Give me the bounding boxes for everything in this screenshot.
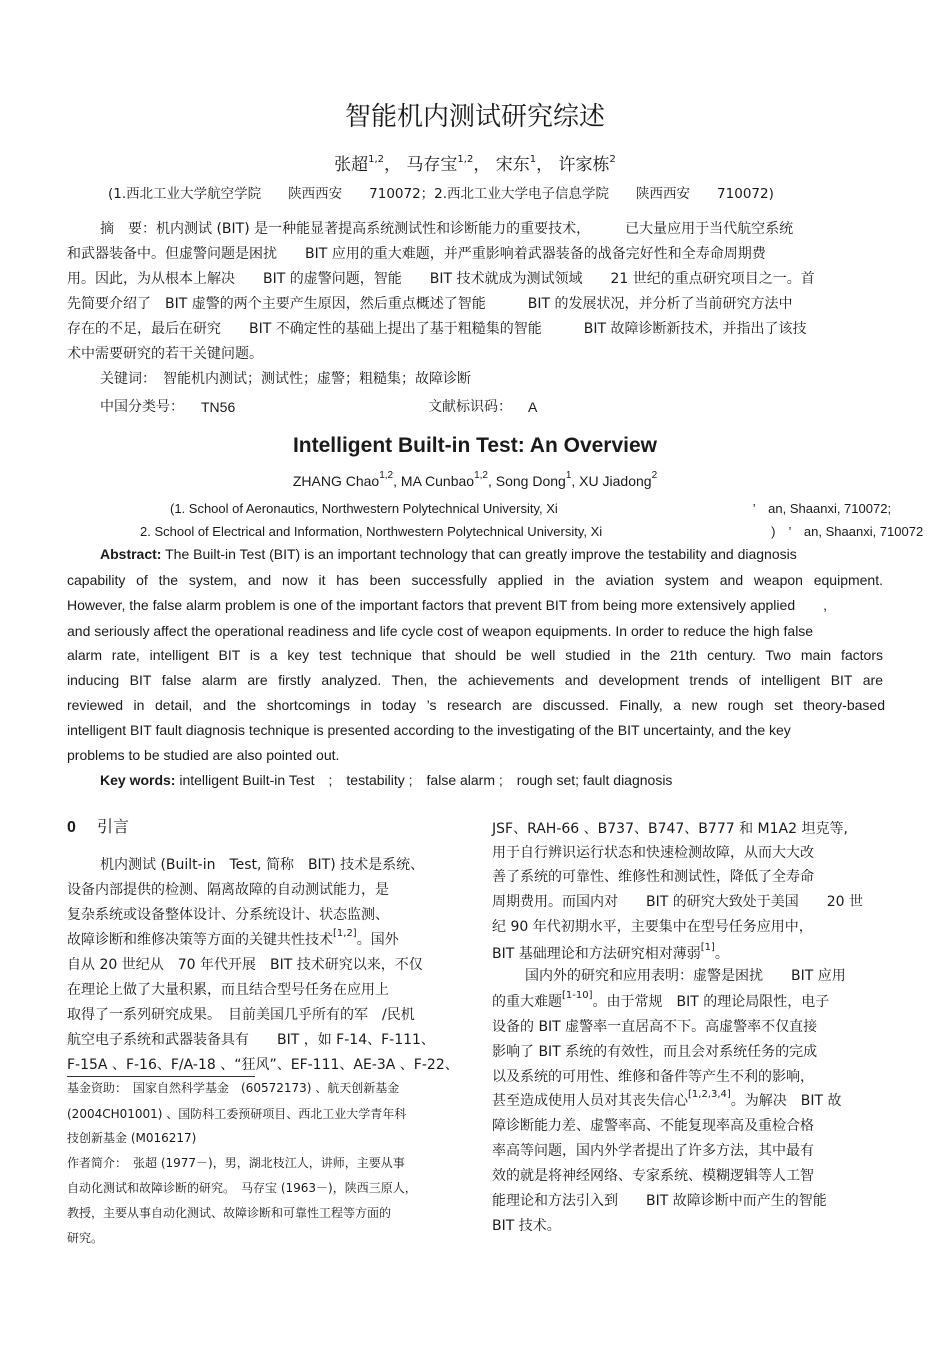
left-col-line: 自从 20 世纪从 70 年代开展 BIT 技术研究以来，不仅 bbox=[67, 957, 423, 973]
right-col-line-cited bbox=[492, 1089, 842, 1110]
author-cn-affil: 1 bbox=[529, 154, 537, 165]
right-col-line: 障诊断能力差、虚警率高、不能复现率高及重检合格 bbox=[492, 1118, 814, 1134]
left-col-text: 故障诊断和维修决策等方面的关键共性技术 bbox=[67, 932, 333, 948]
authors-cn: 张超$^{1,2}$， 马存宝$^{1,2}$， 宋东$^1$， 许家栋$^2$ bbox=[334, 154, 616, 175]
left-col-line: F-15A 、F-16、F/A-18 、“狂风”、EF-111、AE-3A 、F-22、 bbox=[67, 1057, 459, 1073]
doc-code-label: 文献标识码： bbox=[428, 399, 512, 415]
left-col-line: 取得了一系列研究成果。 目前美国几乎所有的军 /民机 bbox=[67, 1007, 415, 1023]
footnote-line: 研究。 bbox=[67, 1231, 104, 1245]
footnote-line: 基金资助： 国家自然科学基金 (60572173) 、航天创新基金 bbox=[67, 1081, 400, 1095]
footnote-line: 技创新基金 (M016217) bbox=[67, 1131, 197, 1145]
keywords-cn: 关键词： 智能机内测试；测试性；虚警；粗糙集；故障诊断 bbox=[100, 371, 471, 387]
author-cn-affil: 1,2 bbox=[457, 154, 474, 165]
abstract-en-label: Abstract: bbox=[100, 546, 162, 562]
citation: [1,2] bbox=[333, 928, 357, 939]
abstract-cn-line: 摘 要：机内测试 (BIT) 是一种能显著提高系统测试性和诊断能力的重要技术， 已大量应用于当代航空系统 bbox=[100, 221, 794, 237]
section-heading bbox=[67, 818, 129, 837]
right-col-text: 。为解决 BIT 故 bbox=[730, 1093, 842, 1109]
left-col-line: 复杂系统或设备整体设计、分系统设计、状态监测、 bbox=[67, 907, 389, 923]
right-col-line-cited bbox=[492, 942, 729, 963]
abstract-en-line: inducing BIT false alarm are firstly analyzed. Then, the achievements and development trends of intelligent BIT are bbox=[67, 672, 883, 688]
abstract-cn-line: 先简要介绍了 BIT 虚警的两个主要产生原因，然后重点概述了智能 BIT 的发展状况，并分析了当前研究方法中 bbox=[67, 296, 793, 312]
abstract-en-line: reviewed in detail, and the shortcomings in today ’s research are discussed. Finally, a new rough set theory-based bbox=[67, 697, 885, 713]
citation: [1,2,3,4] bbox=[688, 1089, 731, 1100]
abstract-cn-line: 术中需要研究的若干关键问题。 bbox=[67, 346, 263, 362]
keywords-en-value: intelligent Built-in Test ; testability ; false alarm ; rough set; fault diagnosis bbox=[179, 772, 673, 788]
author-en: Song Dong bbox=[495, 473, 566, 489]
keywords-en bbox=[100, 771, 672, 789]
right-col-line: 国内外的研究和应用表明：虚警是困扰 BIT 应用 bbox=[525, 968, 846, 984]
right-col-line: 周期费用。而国内对 BIT 的研究大致处于美国 20 世 bbox=[492, 894, 863, 910]
abstract-en-line: alarm rate, intelligent BIT is a key test technique that should be well studied in the 21th century. Two main factors bbox=[67, 647, 883, 663]
author-cn: 许家栋 bbox=[558, 155, 610, 175]
right-col-line: JSF、RAH-66 、B737、B747、B777 和 M1A2 坦克等, bbox=[492, 821, 848, 837]
abstract-cn-line: 和武器装备中。但虚警问题是困扰 BIT 应用的重大难题，并严重影响着武器装备的战备完好性和全寿命周期费 bbox=[67, 246, 766, 262]
left-col-line: 航空电子系统和武器装备具有 BIT ，如 F-14、F-111、 bbox=[67, 1032, 435, 1048]
footnote-line: 自动化测试和故障诊断的研究。 马存宝 (1963－)，陕西三原人， bbox=[67, 1181, 417, 1195]
affiliation-en-line: 2. School of Electrical and Information, Northwestern Polytechnical University, Xi ) ’ an, Shaanxi, 710072 bbox=[140, 524, 924, 539]
right-col-line: 用于自行辨识运行状态和快速检测故障，从而大大改 bbox=[492, 845, 814, 861]
author-en: ZHANG Chao bbox=[292, 473, 380, 489]
author-en: XU Jiadong bbox=[579, 473, 652, 489]
right-col-line: 率高等问题，国内外学者提出了许多方法，其中最有 bbox=[492, 1143, 814, 1159]
classification-value: TN56 bbox=[201, 399, 236, 415]
abstract-en-line: The Built-in Test (BIT) is an important technology that can greatly improve the testability and diagnosis bbox=[165, 546, 797, 562]
abstract-en-line: intelligent BIT fault diagnosis technique is presented according to the investigating of the BIT uncertainty, and the key bbox=[67, 722, 791, 738]
classification-label: 中国分类号： bbox=[100, 399, 184, 415]
author-en-affil: 1,2 bbox=[379, 470, 394, 481]
footnote-line: (2004CH01001) 、国防科工委预研项目、西北工业大学青年科 bbox=[67, 1107, 407, 1121]
author-en-affil: 1 bbox=[565, 470, 572, 481]
abstract-en-line: However, the false alarm problem is one of the important factors that prevent BIT from being more extensively applied , bbox=[67, 597, 827, 613]
right-col-text: BIT 基础理论和方法研究相对薄弱 bbox=[492, 946, 701, 962]
right-col-text: 的重大难题 bbox=[492, 994, 562, 1010]
keywords-en-label: Key words: bbox=[100, 772, 176, 788]
doc-code-value: A bbox=[528, 399, 538, 415]
author-cn-affil: 1,2 bbox=[368, 154, 385, 165]
affiliation-en-line: (1. School of Aeronautics, Northwestern Polytechnical University, Xi ’ an, Shaanxi, 710072; bbox=[170, 501, 892, 516]
section-number: 0 bbox=[67, 819, 76, 836]
section-title: 引言 bbox=[97, 817, 130, 836]
left-col-line-cited bbox=[67, 928, 399, 949]
authors-en: ZHANG Chao$^{1,2}$, MA Cunbao$^{1,2}$, Song Dong$^1$, XU Jiadong$^2$ bbox=[292, 470, 658, 489]
citation: [1-10] bbox=[562, 990, 593, 1001]
author-en-affil: 2 bbox=[651, 470, 658, 481]
right-col-line: 善了系统的可靠性、维修性和测试性，降低了全寿命 bbox=[492, 869, 814, 885]
abstract-en-line: capability of the system, and now it has been successfully applied in the aviation system and weapon equipment. bbox=[67, 572, 883, 588]
author-cn: 马存宝 bbox=[406, 155, 458, 175]
right-col-line: 能理论和方法引入到 BIT 故障诊断中而产生的智能 bbox=[492, 1193, 827, 1209]
right-col-text: 。由于常规 BIT 的理论局限性，电子 bbox=[592, 994, 830, 1010]
abstract-en-first-line bbox=[100, 545, 797, 563]
title-en: Intelligent Built-in Test: An Overview bbox=[292, 434, 658, 457]
left-col-text: 。国外 bbox=[356, 932, 399, 948]
right-col-line: 效的就是将神经网络、专家系统、模糊逻辑等人工智 bbox=[492, 1168, 814, 1184]
footnote-line: 教授，主要从事自动化测试、故障诊断和可靠性工程等方面的 bbox=[67, 1206, 392, 1220]
left-col-line: 在理论上做了大量积累，而且结合型号任务在应用上 bbox=[67, 982, 389, 998]
author-cn: 宋东 bbox=[495, 155, 530, 175]
author-cn: 张超 bbox=[334, 155, 369, 175]
footnote-rule bbox=[67, 1076, 255, 1077]
author-en-affil: 1,2 bbox=[474, 470, 488, 481]
right-col-text: 甚至造成使用人员对其丧失信心 bbox=[492, 1093, 688, 1109]
author-en: MA Cunbao bbox=[400, 473, 475, 489]
right-col-line: 影响了 BIT 系统的有效性，而且会对系统任务的完成 bbox=[492, 1044, 818, 1060]
right-col-line-cited bbox=[492, 990, 830, 1011]
footnote-line: 作者简介： 张超 (1977－)，男，湖北枝江人，讲师，主要从事 bbox=[67, 1156, 405, 1170]
abstract-en-line: problems to be studied are also pointed out. bbox=[67, 747, 340, 763]
affiliation-cn: (1.西北工业大学航空学院 陕西西安 710072；2.西北工业大学电子信息学院 陕西西安 710072) bbox=[108, 186, 774, 202]
left-col-line: 机内测试 (Built-in Test, 简称 BIT) 技术是系统、 bbox=[100, 857, 425, 873]
author-cn-affil: 2 bbox=[609, 154, 616, 165]
citation: [1] bbox=[700, 942, 715, 953]
right-col-line: 纪 90 年代初期水平，主要集中在型号任务应用中， bbox=[492, 919, 813, 935]
right-col-line: BIT 技术。 bbox=[492, 1218, 561, 1234]
abstract-en-line: and seriously affect the operational readiness and life cycle cost of weapon equipments. In order to reduce the high false bbox=[67, 623, 814, 639]
right-col-line: 以及系统的可用性、维修和备件等产生不利的影响， bbox=[492, 1069, 814, 1085]
abstract-cn-line: 存在的不足，最后在研究 BIT 不确定性的基础上提出了基于粗糙集的智能 BIT 故障诊断新技术，并指出了该技 bbox=[67, 321, 807, 337]
abstract-cn-line: 用。因此，为从根本上解决 BIT 的虚警问题，智能 BIT 技术就成为测试领域 21 世纪的重点研究项目之一。首 bbox=[67, 271, 815, 287]
right-col-text: 。 bbox=[714, 946, 729, 962]
left-col-line: 设备内部提供的检测、隔离故障的自动测试能力，是 bbox=[67, 882, 389, 898]
right-col-line: 设备的 BIT 虚警率一直居高不下。高虚警率不仅直接 bbox=[492, 1019, 818, 1035]
title-cn: 智能机内测试研究综述 bbox=[344, 102, 605, 132]
